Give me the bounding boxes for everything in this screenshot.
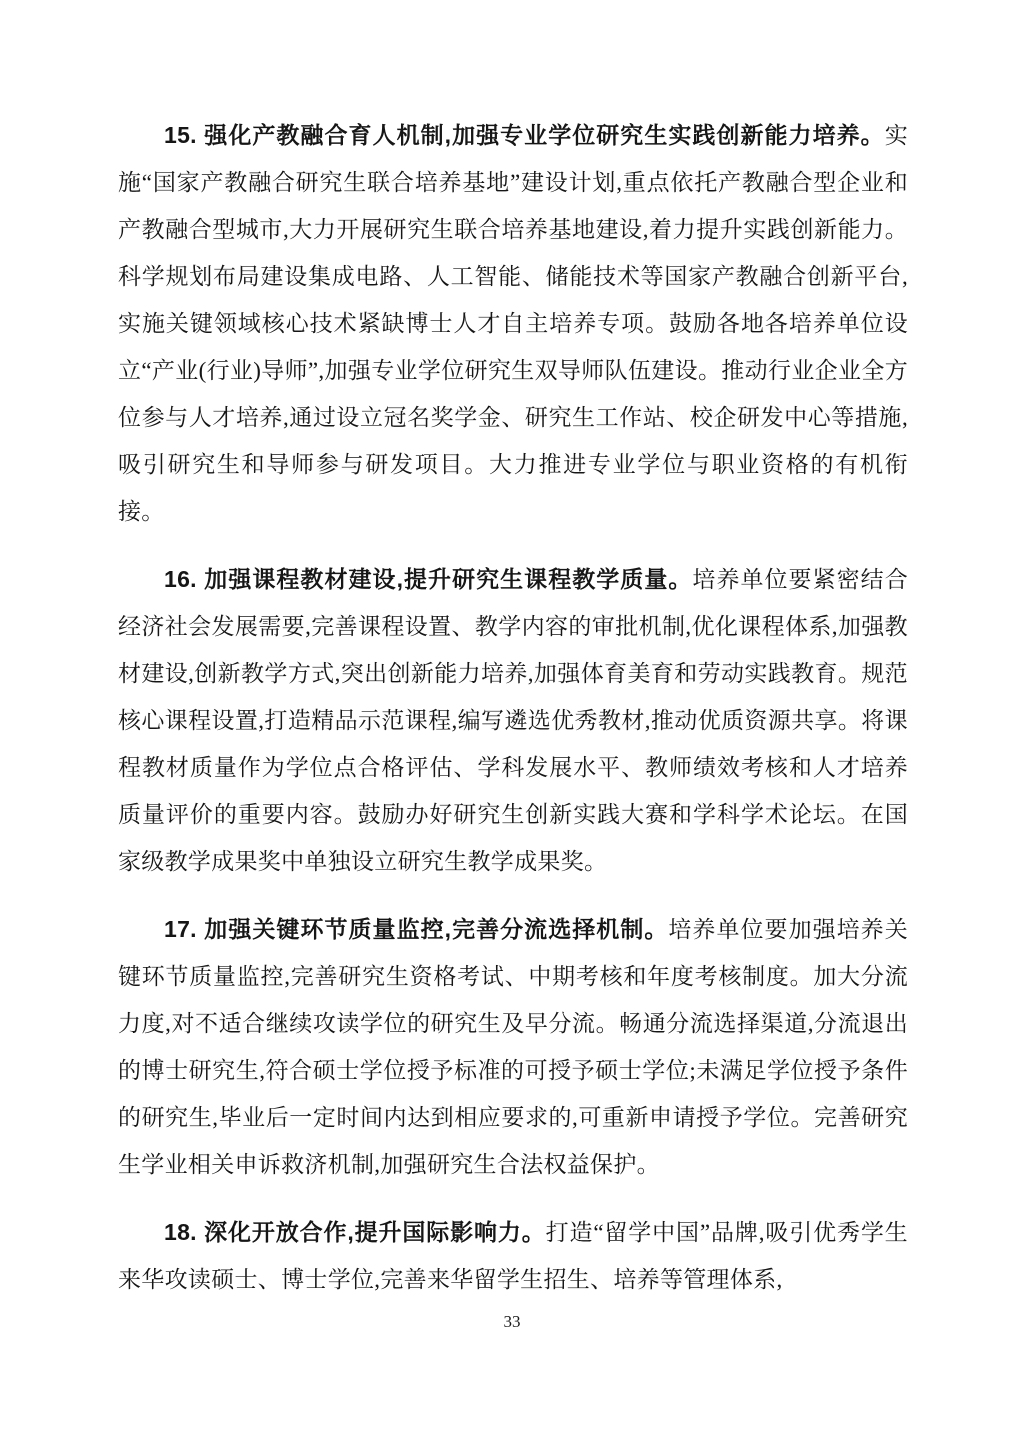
paragraph-16-body: 培养单位要紧密结合经济社会发展需要,完善课程设置、教学内容的审批机制,优化课程体系,加强教材建设,创新教学方式,突出创新能力培养,加强体育美育和劳动实践教育。规范核心课程设置,打造精品示范课程,编写遴选优秀教材,推动优质资源共享。将课程教材质量作为学位点合格评估、学科发展水平、教师绩效考核和人才培养质量评价的重要内容。鼓励办好研究生创新实践大赛和学科学术论坛。在国家级教学成果奖中单独设立研究生教学成果奖。 bbox=[118, 567, 908, 874]
document-body bbox=[118, 112, 908, 1303]
paragraph-17 bbox=[118, 906, 908, 1188]
paragraph-18-heading: 18. 深化开放合作,提升国际影响力。 bbox=[164, 1219, 546, 1245]
paragraph-18-body: 打造“留学中国”品牌,吸引优秀学生来华攻读硕士、博士学位,完善来华留学生招生、培养等管理体系, bbox=[118, 1220, 908, 1292]
paragraph-15-heading: 15. 强化产教融合育人机制,加强专业学位研究生实践创新能力培养。 bbox=[164, 122, 885, 148]
paragraph-16-heading: 16. 加强课程教材建设,提升研究生课程教学质量。 bbox=[164, 566, 693, 592]
paragraph-15-body: 实施“国家产教融合研究生联合培养基地”建设计划,重点依托产教融合型企业和产教融合型城市,大力开展研究生联合培养基地建设,着力提升实践创新能力。科学规划布局建设集成电路、人工智能、储能技术等国家产教融合创新平台,实施关键领域核心技术紧缺博士人才自主培养专项。鼓励各地各培养单位设立“产业(行业)导师”,加强专业学位研究生双导师队伍建设。推动行业企业全方位参与人才培养,通过设立冠名奖学金、研究生工作站、校企研发中心等措施,吸引研究生和导师参与研发项目。大力推进专业学位与职业资格的有机衔接。 bbox=[118, 123, 908, 524]
paragraph-17-body: 培养单位要加强培养关键环节质量监控,完善研究生资格考试、中期考核和年度考核制度。加大分流力度,对不适合继续攻读学位的研究生及早分流。畅通分流选择渠道,分流退出的博士研究生,符合硕士学位授予标准的可授予硕士学位;未满足学位授予条件的研究生,毕业后一定时间内达到相应要求的,可重新申请授予学位。完善研究生学业相关申诉救济机制,加强研究生合法权益保护。 bbox=[118, 917, 909, 1177]
paragraph-16 bbox=[118, 556, 908, 885]
page-number: 33 bbox=[503, 1312, 521, 1331]
paragraph-17-heading: 17. 加强关键环节质量监控,完善分流选择机制。 bbox=[164, 916, 669, 942]
paragraph-15 bbox=[118, 112, 908, 535]
paragraph-18 bbox=[118, 1209, 908, 1303]
